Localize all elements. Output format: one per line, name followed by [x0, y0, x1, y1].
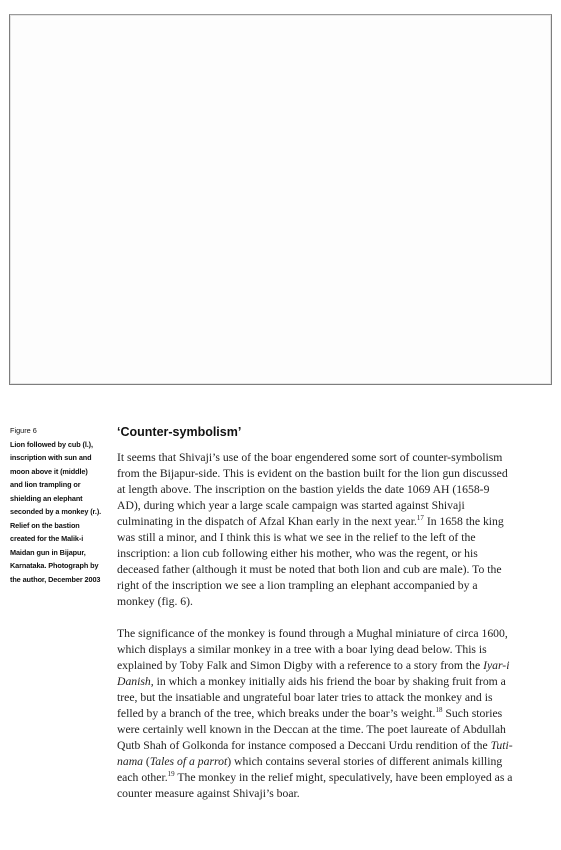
footnote-ref-18: 18: [435, 706, 443, 714]
p1-text-2: In 1658 the king was still a minor, and I think this is what we see in the relief to the left of the inscription: a lion cub following either his mother, who was the regent, or his deceased father (although it must be noted that both lion and cub are male). To the right of the inscription we see a lion trampling an elephant accompanied by a monkey (fig. 6).: [117, 515, 504, 608]
p1-text-1: It seems that Shivaji’s use of the boar engendered some sort of counter-symbolism from the Bijapur-side. This is evident on the bastion built for the lion gun discussed at length above. The inscription on the bastion yields the date 1069 AH (1658-9 AD), during which year a large scale campaign was started against Shivaji culminating in the dispatch of Afzal Khan early in the next year.: [117, 451, 508, 528]
p2-text-1: The significance of the monkey is found through a Mughal miniature of circa 1600, which displays a similar monkey in a tree with a boar lying dead below. This is explained by Toby Falk and Simon Digby with a reference to a story from the: [117, 627, 508, 672]
p2-text-5: ) which contains several stories of different animals killing each other.: [117, 755, 503, 784]
figure-image-placeholder: [9, 14, 552, 385]
footnote-ref-19: 19: [167, 770, 175, 778]
figure-label: Figure 6: [10, 426, 37, 435]
p2-title-iyar-i-danish: Iyar-i Danish,: [117, 659, 510, 688]
figure-caption-text: Lion followed by cub (l.), inscription with sun and moon above it (middle) and lion trampling or shielding an elephant seconded by a monkey (r.). Relief on the bastion created for the Malik-i Maidan gun in Bijapur, Karnataka. Photograph by the author, December 2003: [10, 439, 102, 584]
section-heading: ‘Counter-symbolism’: [117, 425, 242, 439]
p2-title-tuti-nama: Tuti-nama: [117, 739, 513, 768]
paragraph-1: [117, 450, 513, 610]
p2-text-2: in which a monkey initially aids his friend the boar by shaking fruit from a tree, but the insatiable and ungrateful boar later tries to attack the monkey and is felled by a branch of the tree, which breaks under the boar’s weight.: [117, 675, 506, 720]
figure-caption: [10, 424, 102, 586]
p2-text-6: The monkey in the relief might, speculatively, have been employed as a counter measure against Shivaji’s boar.: [117, 771, 513, 800]
body-text: [117, 450, 513, 802]
p2-text-3: Such stories were certainly well known in the Deccan at the time. The poet laureate of Abdullah Qutb Shah of Golkonda for instance composed a Deccani Urdu rendition of the: [117, 707, 506, 752]
paragraph-2: [117, 626, 513, 802]
footnote-ref-17: 17: [416, 514, 424, 522]
p2-text-4: (: [142, 755, 150, 768]
p2-title-tales-of-a-parrot: Tales of a parrot: [149, 755, 228, 768]
